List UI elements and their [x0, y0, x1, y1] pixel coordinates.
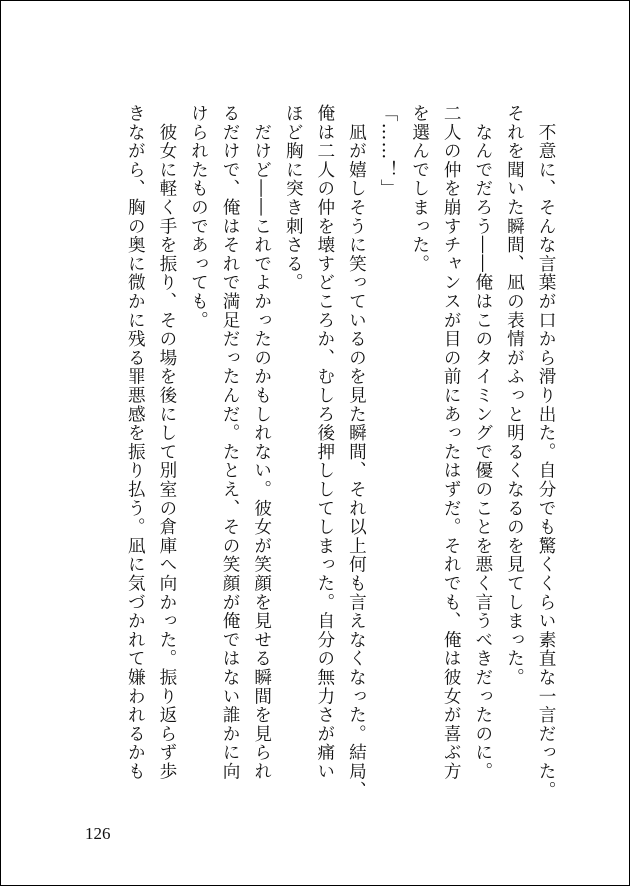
paragraph-3: 凪が嬉しそうに笑っているのを見た瞬間、それ以上何も言えなくなった。結局、 俺は二人の仲を壊すどころか、むしろ後押ししてしまった。自分の無力さが痛い ほど胸に突き刺さる。 だけど――これでよかったのかもしれない。彼女が笑顔を見せる瞬間を見られ るだけで、俺はそれで満足だったんだ。たとえ、その笑顔が俺ではない誰かに向 けられたものであっても。	[188, 104, 367, 800]
page-number: 126	[85, 824, 111, 843]
vertical-text-body	[61, 104, 561, 804]
paragraph-4: 彼女に軽く手を振り、その場を後にして別室の倉庫へ向かった。振り返らず歩 きながら、胸の奥に微かに残る罪悪感を振り払う。凪に気づかれて嫌われるかも	[125, 104, 177, 781]
paragraph-2-dialogue: 「……！」	[378, 104, 399, 198]
paragraph-1: 不意に、そんな言葉が口から滑り出た。自分でも驚くくらい素直な一言だった。 それを聞いた瞬間、凪の表情がふっと明るくなるのを見てしまった。 なんでだろう――俺はこのタイミングで優のことを悪く言うべきだったのに。 二人の仲を崩すチャンスが目の前にあったはずだ。それでも、俺は彼女が喜ぶ方 を選んでしまった。	[409, 104, 556, 800]
